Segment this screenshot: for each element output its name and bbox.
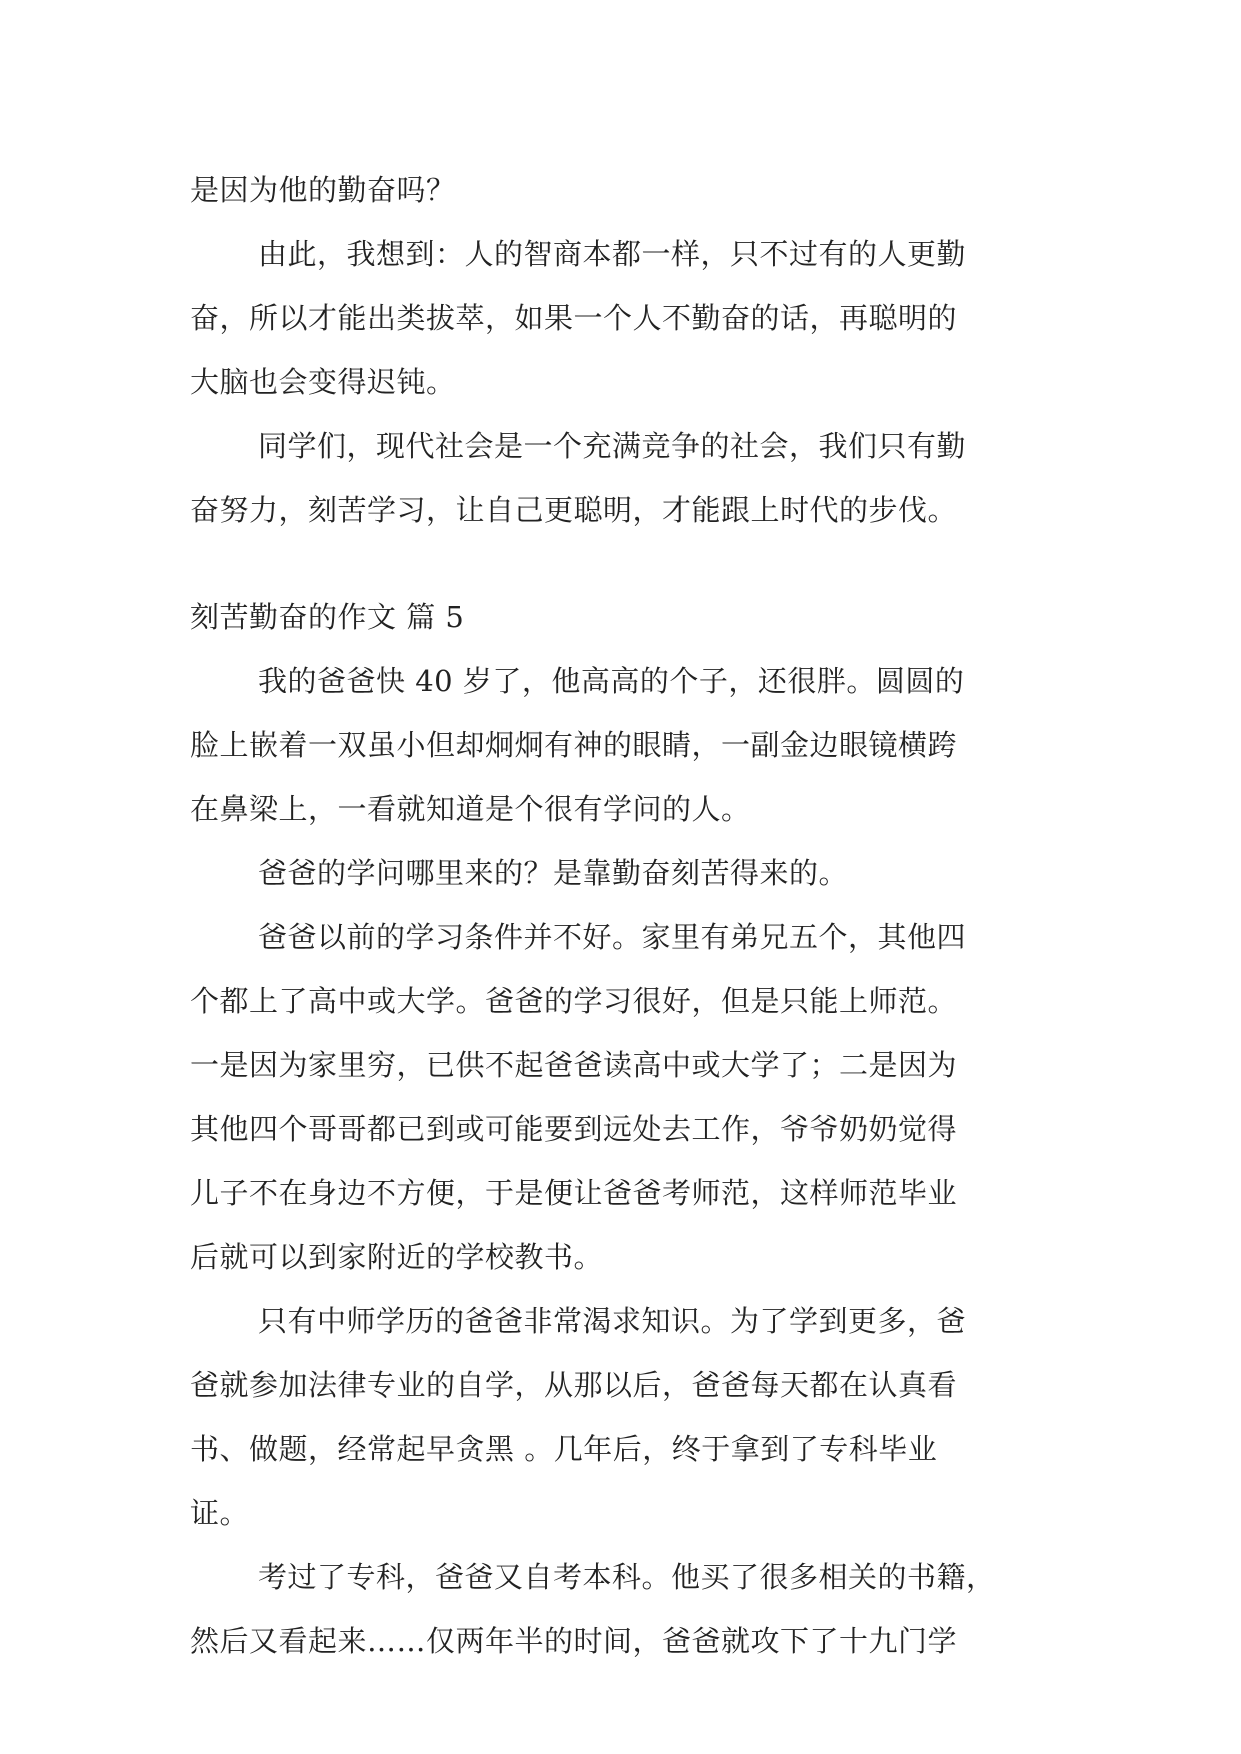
text-line: 由此，我想到：人的智商本都一样，只不过有的人更勤 [258, 237, 967, 271]
text-line: 一是因为家里穷，已供不起爸爸读高中或大学了；二是因为 [190, 1048, 958, 1082]
paragraph [190, 1545, 1060, 1673]
text-line: 然后又看起来……仅两年半的时间，爸爸就攻下了十九门学 [190, 1624, 958, 1658]
text-line: 在鼻梁上，一看就知道是个很有学问的人。 [190, 792, 751, 826]
paragraph [190, 649, 1060, 841]
text-line: 证。 [190, 1496, 250, 1530]
text-line: 其他四个哥哥都已到或可能要到远处去工作，爷爷奶奶觉得 [190, 1112, 958, 1146]
text-line: 个都上了高中或大学。爸爸的学习很好，但是只能上师范。 [190, 984, 958, 1018]
text-line: 考过了专科，爸爸又自考本科。他买了很多相关的书籍， [258, 1560, 996, 1594]
text-line: 爸爸的学问哪里来的？是靠勤奋刻苦得来的。 [258, 856, 849, 890]
paragraph [190, 905, 1060, 1289]
text-line: 后就可以到家附近的学校教书。 [190, 1240, 604, 1274]
text-line: 爸就参加法律专业的自学，从那以后，爸爸每天都在认真看 [190, 1368, 958, 1402]
paragraph [190, 1289, 1060, 1545]
text-line: 同学们，现代社会是一个充满竞争的社会，我们只有勤 [258, 429, 967, 463]
text-line: 脸上嵌着一双虽小但却炯炯有神的眼睛，一副金边眼镜横跨 [190, 728, 958, 762]
paragraph-continuation [190, 158, 1060, 222]
text-line: 奋努力，刻苦学习，让自己更聪明，才能跟上时代的步伐。 [190, 493, 958, 527]
text-line: 儿子不在身边不方便，于是便让爸爸考师范，这样师范毕业 [190, 1176, 958, 1210]
text-line: 是因为他的勤奋吗？ [190, 173, 456, 207]
text-line: 我的爸爸快 40 岁了，他高高的个子，还很胖。圆圆的 [258, 664, 965, 698]
section-heading: 刻苦勤奋的作文 篇 5 [190, 600, 465, 634]
paragraph [190, 414, 1060, 542]
text-line: 书、做题，经常起早贪黑 。几年后，终于拿到了专科毕业 [190, 1432, 938, 1466]
text-line: 奋，所以才能出类拔萃，如果一个人不勤奋的话，再聪明的 [190, 301, 958, 335]
paragraph [190, 222, 1060, 414]
text-line: 爸爸以前的学习条件并不好。家里有弟兄五个，其他四 [258, 920, 967, 954]
document-page [190, 158, 1060, 1673]
paragraph [190, 841, 1060, 905]
text-line: 只有中师学历的爸爸非常渴求知识。为了学到更多，爸 [258, 1304, 967, 1338]
text-line: 大脑也会变得迟钝。 [190, 365, 456, 399]
